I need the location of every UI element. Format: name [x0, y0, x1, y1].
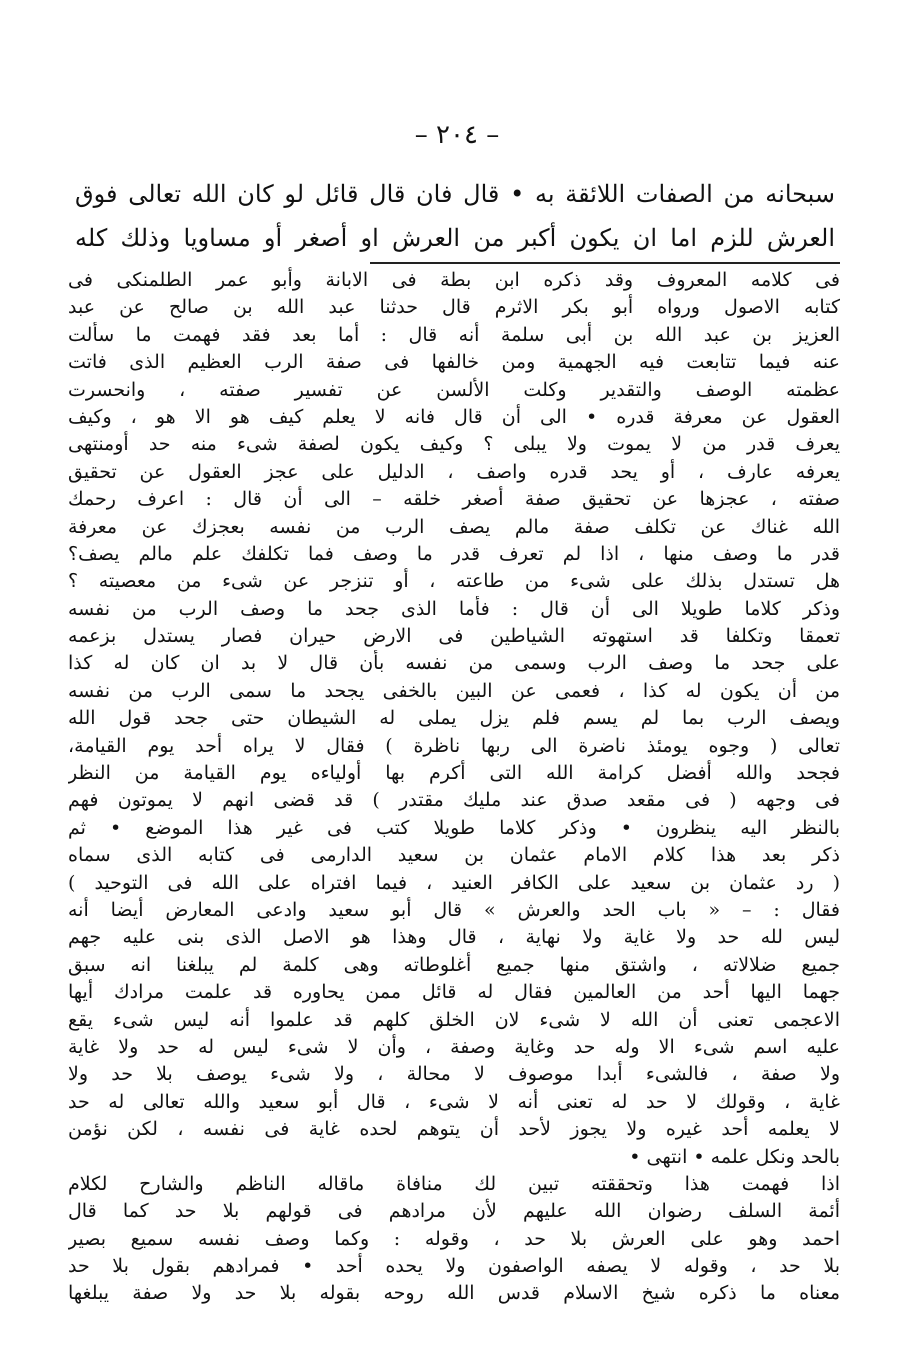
footnote-line: صفته ، عجزها عن تحقيق صفة أصغر خلقه – الى أن قال : اعرف رحمك — [68, 488, 840, 511]
footnote-line: ولا صفة ، فالشىء أبدا موصوف لا محالة ، ولا شىء يوصف بلا حد ولا — [68, 1063, 840, 1086]
footnote-line: على جحد ما وصف الرب وسمى من نفسه بأن قال لا بد ان كان له كذا — [68, 652, 840, 675]
footnote-line: يعرف قدر من لا يموت ولا يبلى ؟ وكيف يكون لصفة شىء منه حد أومنتهى — [68, 433, 840, 456]
footnote-line: جهما اليها أحد من العالمين فقال له قائل ممن يحاوره قد علمت مرادك أيها — [68, 981, 840, 1004]
footnote-line: الله غناك عن تكلف صفة مالم يصف الرب من نفسه بعجزك عن معرفة — [68, 515, 840, 538]
footnote-line: ( رد عثمان بن سعيد على الكافر العنيد ، فيما افتراه على الله فى التوحيد ) — [68, 871, 840, 894]
footnote-line: معناه ما ذكره شيخ الاسلام قدس الله روحه بقوله بلا حد ولا صفة يبلغها — [68, 1282, 840, 1305]
footnote-line: تعالى ( وجوه يومئذ ناضرة الى ربها ناظرة ) فقال لا يراه أحد يوم القيامة، — [68, 734, 840, 757]
footnote-separator — [370, 262, 840, 264]
footnote-line: فجحد والله أفضل كرامة الله التى أكرم بها أولياءه يوم القيامة من النظر — [68, 762, 840, 785]
footnote-line: وذكر كلاما طويلا الى أن قال : فأما الذى جحد ما وصف الرب من نفسه — [68, 597, 840, 620]
footnote-line: بالحد ونكل علمه • انتهى • — [629, 1145, 840, 1168]
footnote-line: غاية ، وقولك لا حد له تعنى أنه لا شىء ، قال أبو سعيد والله تعالى له حد — [68, 1090, 840, 1113]
footnote-line: عظمته الوصف والتقدير وكلت الألسن عن تفسير صفته ، وانحسرت — [68, 378, 840, 401]
footnote-line: فى كلامه المعروف وقد ذكره ابن بطة فى الابانة وأبو عمر الطلمنكى فى — [68, 269, 840, 291]
footnote-line: ليس لله حد ولا غاية ولا نهاية ، قال وهذا هو الاصل الذى بنى عليه جهم — [68, 926, 840, 949]
footnote-line: جميع ضلالاته ، واشتق منها جميع أغلوطاته وهى كلمة لم يبلغنا انه سبق — [68, 953, 840, 976]
footnote-line: تعمقا وتكلفا قد استهوته الشياطين فى الارض حيران فصار يستدل بزعمه — [68, 625, 840, 648]
main-text-line: سبحانه من الصفات اللائقة به • قال فان قال قائل لو كان الله تعالى فوق — [75, 180, 835, 208]
footnote-line: أئمة السلف رضوان الله عليهم لأن مرادهم فى قولهم بلا حد كما قال — [68, 1200, 840, 1223]
main-text — [75, 172, 835, 260]
footnote-line: لا يعلمه أحد غيره ولا يجوز لأحد أن يتوهم لحده غاية فى نفسه ، لكن نؤمن — [68, 1118, 840, 1141]
footnote-line: بلا حد ، وقوله لا يصفه الواصفون ولا يحده أحد • فمرادهم بقول بلا حد — [68, 1255, 840, 1278]
footnote-line: فى وجهه ( فى مقعد صدق عند مليك مقتدر ) قد قضى انهم لا يموتون فهم — [68, 789, 840, 812]
footnote-line: العزيز بن عبد الله بن أبى سلمة أنه قال : أما بعد فقد فهمت ما سألت — [68, 323, 840, 346]
footnote-line: عنه فيما تتابعت فيه الجهمية ومن خالفها فى صفة الرب العظيم الذى فاتت — [68, 351, 840, 374]
footnote-line: هل تستدل بذلك على شىء من طاعته ، أو تنزجر عن شىء من معصيته ؟ — [68, 570, 840, 593]
footnote-line: بالنظر اليه ينظرون • وذكر كلاما طويلا كتب فى غير هذا الموضع • ثم — [68, 816, 840, 839]
footnote-line: من أن يكون له كذا ، فعمى عن البين بالخفى يجحد ما سمى الرب من نفسه — [68, 679, 840, 702]
footnote-line: ويصف الرب بما لم يسم فلم يزل يملى له الشيطان حتى جحد قول الله — [68, 707, 840, 730]
footnote-line: فقال : – « باب الحد والعرش » قال أبو سعيد وادعى المعارض أيضا أنه — [68, 898, 840, 921]
footnote-line: الاعجمى تعنى أن الله لا شىء لان الخلق كلهم قد علموا أنه ليس شىء يقع — [68, 1008, 840, 1031]
footnote-line: العقول عن معرفة قدره • الى أن قال فانه لا يعلم كيف هو الا هو ، وكيف — [68, 405, 840, 428]
footnote-block — [68, 267, 840, 1308]
footnote-line: عليه اسم شىء الا وله حد وغاية وصفة ، وأن لا شىء ليس له حد ولا غاية — [68, 1035, 840, 1058]
main-text-line: العرش للزم اما ان يكون أكبر من العرش او أصغر أو مساويا وذلك كله — [75, 224, 835, 252]
footnote-line: احمد وهو على العرش بلا حد ، وقوله : وكما وصف نفسه سميع بصير — [68, 1227, 840, 1250]
footnote-line: اذا فهمت هذا وتحققته تبين لك منافاة ماقاله الناظم والشارح لكلام — [68, 1172, 840, 1195]
footnote-line: كتابه الاصول ورواه أبو بكر الاثرم قال حدثنا عبد الله بن صالح عن عبد — [68, 296, 840, 319]
page-number: – ٢٠٤ – — [414, 120, 500, 150]
footnote-line: يعرفه عارف ، أو يحد قدره واصف ، الدليل على عجز العقول عن تحقيق — [68, 460, 840, 483]
footnote-line: ذكر بعد هذا كلام الامام عثمان بن سعيد الدارمى فى كتابه الذى سماه — [68, 844, 840, 867]
footnote-line: قدر ما وصف منها ، اذا لم تعرف قدر ما وصف فما تكلفك علم مالم يصف؟ — [68, 542, 840, 565]
